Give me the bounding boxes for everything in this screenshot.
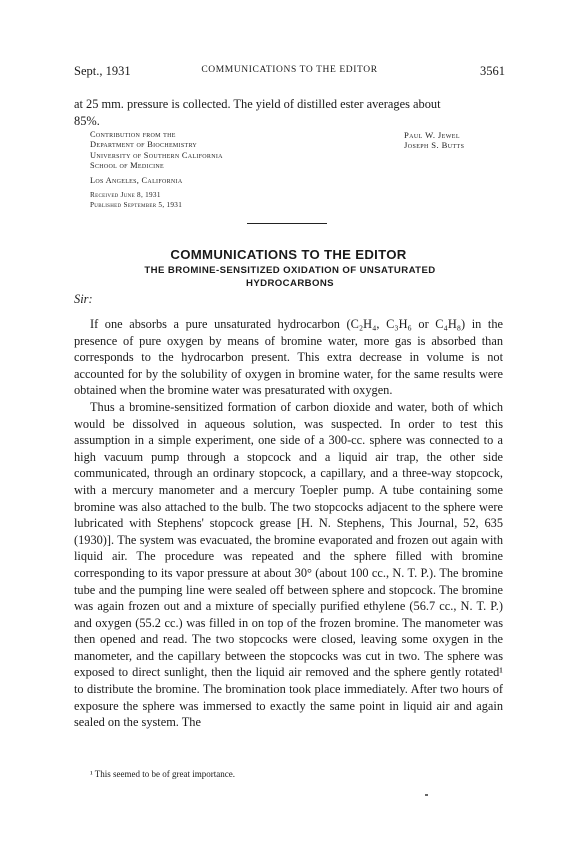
affiliation-line: School of Medicine (90, 161, 165, 171)
affiliation-block (90, 130, 223, 211)
running-head (74, 64, 505, 80)
article-body (74, 316, 503, 731)
salutation: Sir: (74, 292, 93, 306)
carryover-paragraph: at 25 mm. pressure is collected. The yield of distilled ester averages about 85%. (74, 97, 441, 128)
author-name: Paul W. Jewel (404, 130, 460, 140)
published-date: Published September 5, 1931 (90, 201, 183, 210)
footnote: ¹ This seemed to be of great importance. (90, 769, 235, 779)
section-title: COMMUNICATIONS TO THE EDITOR (170, 247, 407, 262)
affiliation-line: Department of Biochemistry (90, 140, 198, 150)
affiliation-line: Contribution from the (90, 130, 176, 139)
print-speck (425, 794, 428, 796)
affiliation-line: University of Southern California (90, 150, 223, 160)
author-name: Joseph S. Butts (404, 140, 465, 151)
author-block (404, 130, 464, 151)
body-paragraph: Thus a bromine-sensitized formation of carbon dioxide and water, both of which would be dissolved in aqueous solution, was suspected. In order to test this assumption in a simple experiment, one side of a 300-cc. sphere was connected to a high vacuum pump through a stopcock and a liquid air trap, the other side communicated, through an ordinary stopcock, a capillary, and a three-way stopcock, with a mercury manometer and a mercury Toepler pump. A tube containing some bromine was also attached to the bulb. The two stopcocks adjacent to the sphere were lubricated with Stephens' stopcock grease [H. N. Stephens, This Journal, 52, 635 (1930)]. The system was evacuated, the bromine evaporated and frozen out again with liquid air. The procedure was repeated and the sphere filled with bromine corresponding to its vapor pressure at about 30° (about 100 cc., N. T. P.). The bromine tube and the pumping line were sealed off between sphere and stopcock. The bromine was again frozen out and a mixture of specially purified ethylene (56.7 cc., N. T. P.) and oxygen (55.2 cc.) was filled in on top of the frozen bromine. The manometer was then opened and read. The two stopcocks were closed, leaving some oxygen in the manometer, and the capillary between the stopcocks was cut in two. The sphere was exposed to direct sunlight, then the liquid air removed and the sphere gently rotated¹ to distribute the bromine. The bromination took place immediately. After two hours of exposure the sphere was immersed to exactly the same point in liquid air and again sealed on the system. The (74, 399, 503, 730)
section-divider (247, 223, 327, 224)
article-title: THE BROMINE-SENSITIZED OXIDATION OF UNSATURATED HYDROCARBONS (144, 265, 436, 289)
issue-date: Sept., 1931 (74, 64, 131, 78)
body-paragraph: If one absorbs a pure unsaturated hydrocarbon (C₂H₄, C₃H₆ or C₄H₈) in the presence of pure oxygen by means of bromine water, more gas is absorbed than corresponds to the hydrocarbon present. This extra decrease in volume is not accounted for by the solubility of oxygen in bromine water, for the same results were obtained when the bromine water was presaturated with oxygen. (74, 317, 503, 398)
affiliation-city: Los Angeles, California (90, 175, 183, 185)
running-head-title: COMMUNICATIONS TO THE EDITOR (201, 65, 378, 75)
page-number: 3561 (480, 64, 505, 78)
received-date: Received June 8, 1931 (90, 191, 161, 200)
